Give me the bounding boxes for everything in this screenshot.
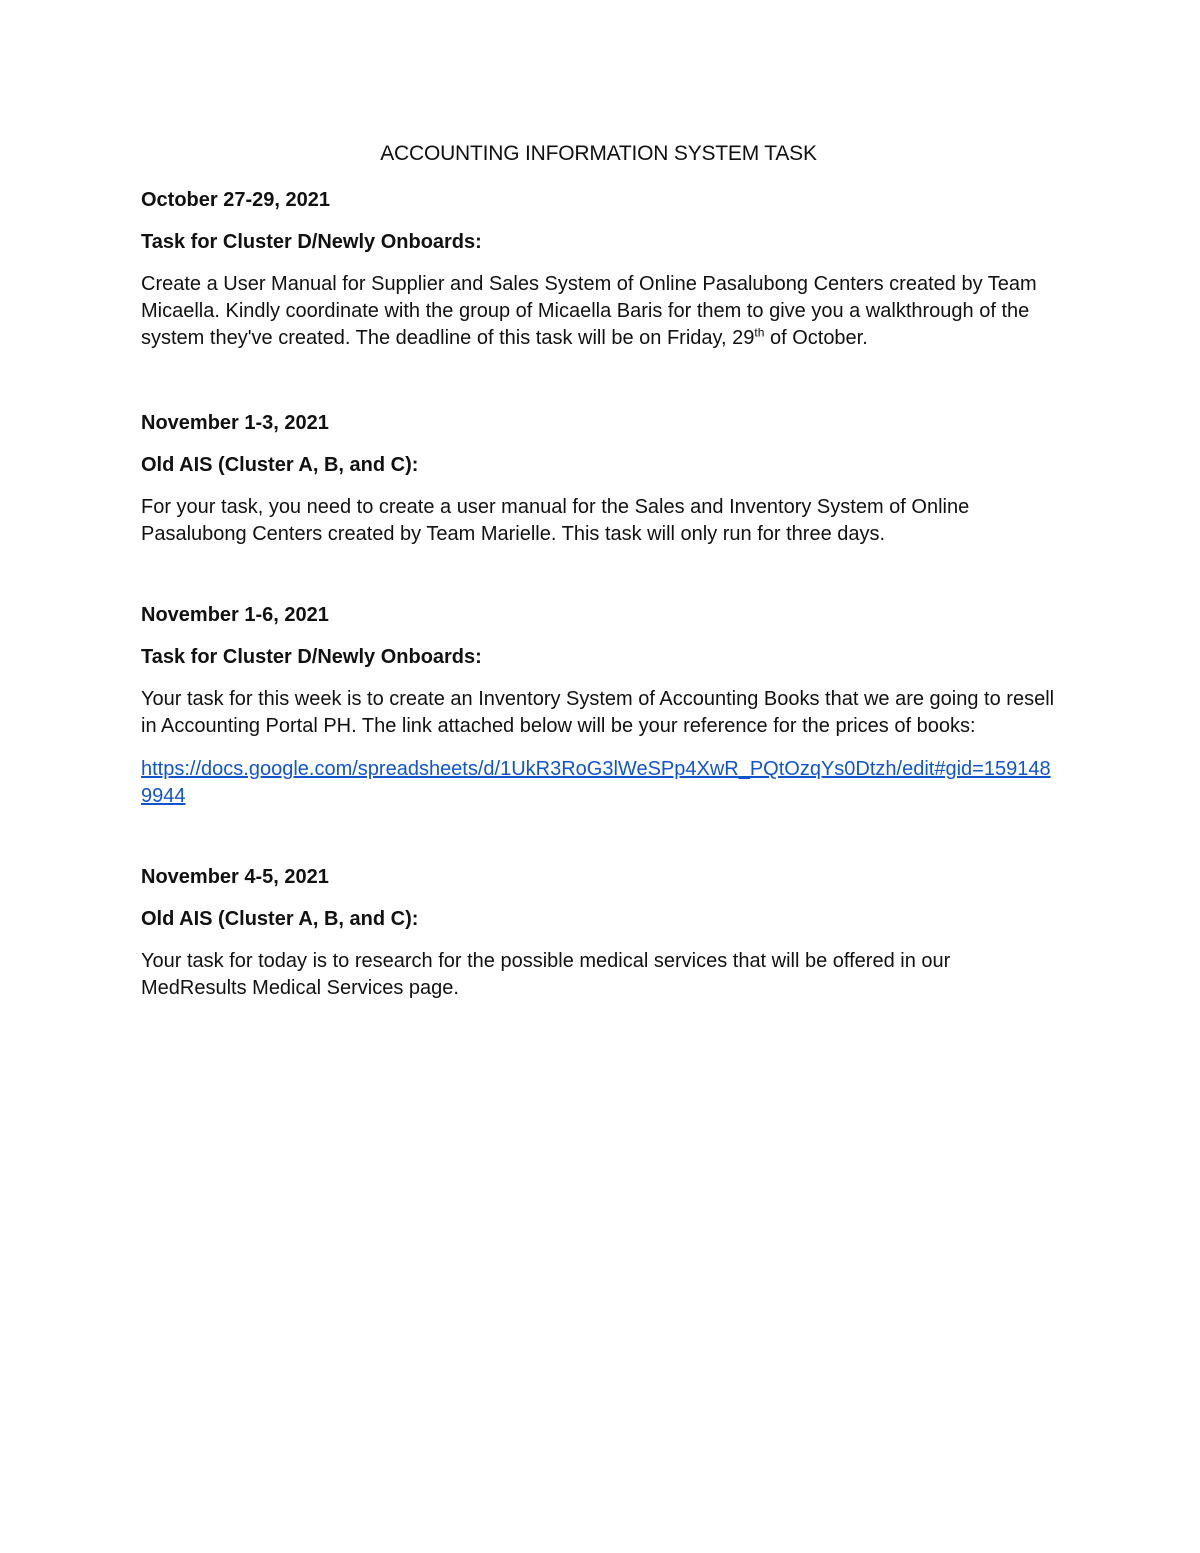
section-date: November 1-6, 2021 xyxy=(141,604,329,626)
section-heading: Old AIS (Cluster A, B, and C): xyxy=(141,454,419,476)
document-content xyxy=(141,141,1056,1002)
section-spacer xyxy=(141,352,1056,410)
section-text-main: Create a User Manual for Supplier and Sales System of Online Pasalubong Centers created by Team Micaella. Kindly coordinate with the group of Micaella Baris for them to give you a walkthrough of the system they've created. The deadline of this task will be on Friday, 29 xyxy=(141,273,1037,349)
section-heading: Task for Cluster D/Newly Onboards: xyxy=(141,231,482,253)
section-date: November 4-5, 2021 xyxy=(141,866,329,888)
section-november-1-3 xyxy=(141,410,1056,548)
section-november-4-5 xyxy=(141,864,1056,1002)
section-date: October 27-29, 2021 xyxy=(141,189,330,211)
section-heading: Old AIS (Cluster A, B, and C): xyxy=(141,908,419,930)
section-november-1-6 xyxy=(141,602,1056,810)
spreadsheet-link[interactable]: https://docs.google.com/spreadsheets/d/1UkR3RoG3lWeSPp4XwR_PQtOzqYs0Dtzh/edit#gid=1591489944 xyxy=(141,758,1051,807)
section-text-end: of October. xyxy=(764,327,868,349)
section-text: Your task for this week is to create an Inventory System of Accounting Books that we are going to resell in Accounting Portal PH. The link attached below will be your reference for the prices of books: xyxy=(141,688,1055,737)
section-date: November 1-3, 2021 xyxy=(141,412,329,434)
section-text xyxy=(141,271,1056,352)
section-heading: Task for Cluster D/Newly Onboards: xyxy=(141,646,482,668)
section-spacer xyxy=(141,548,1056,602)
section-text: Your task for today is to research for the possible medical services that will be offered in our MedResults Medical Services page. xyxy=(141,950,951,999)
ordinal-suffix: th xyxy=(754,325,765,340)
document-title: ACCOUNTING INFORMATION SYSTEM TASK xyxy=(380,142,817,165)
section-october-27-29 xyxy=(141,187,1056,352)
section-spacer xyxy=(141,810,1056,864)
section-text: For your task, you need to create a user manual for the Sales and Inventory System of Online Pasalubong Centers created by Team Marielle. This task will only run for three days. xyxy=(141,496,970,545)
